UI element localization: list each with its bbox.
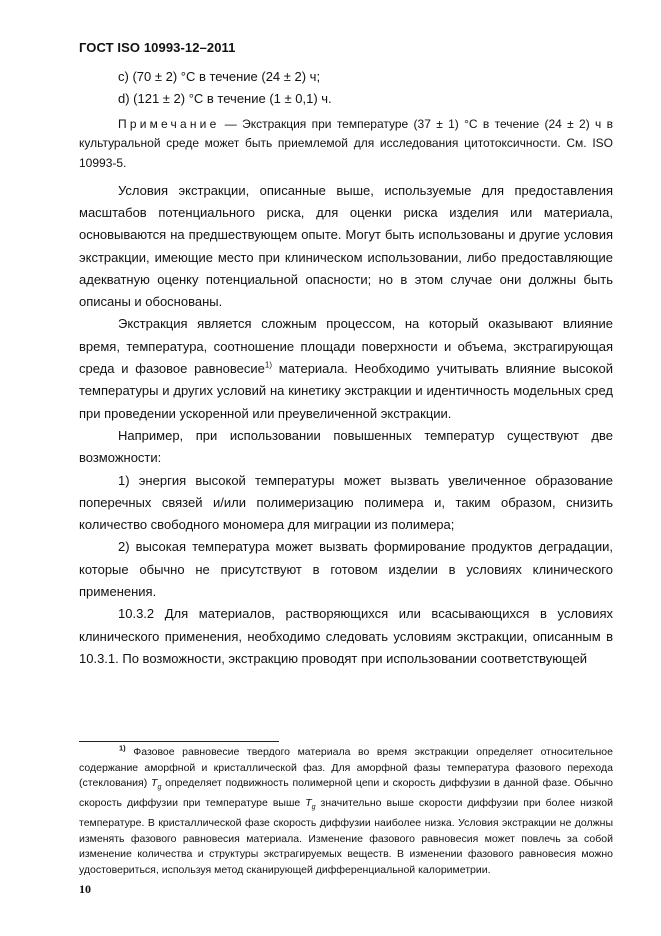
paragraph-extraction-conditions: Условия экстракции, описанные выше, используемые для предоставления масштабов потенциального риска, для оценки риска изделия или материала, основываются на предшествующем опыте. Могут быть использованы и другие условия экстракции, имеющие место при клиническом использовании, либо предоставляющие адекватную оценку потенциальной опасности; но в этом случае они должны быть описаны и обоснованы. [79,182,613,310]
paragraph-section-10-3-2: 10.3.2 Для материалов, растворяющихся или всасывающихся в условиях клинического применения, необходимо следовать условиям экстракции, описанным в 10.3.1. По возможности, экстракцию проводят при использовании соответствующей [79,606,613,666]
note-paragraph [79,115,613,174]
list-item-c: c) (70 ± 2) °C в течение (24 ± 2) ч; [118,69,321,84]
footnote-divider [79,741,279,742]
note-label: Примечание [118,116,220,131]
footnote-text: Фазовое равновесие твердого материала во время экстракции определяет относительное содержание аморфной и кристаллической фаз. Для аморфной фазы температура фазового перехода (стеклования) [79,746,613,790]
footnote-text: определяет подвижность полимерной цепи и скорость диффузии в данной фазе. Обычно скорость диффузии при температуре выше [79,777,613,810]
main-text [79,66,613,670]
paragraph-example: Например, при использовании повышенных температур существуют две возможности: [79,427,613,466]
tg-symbol: $T_g$ [305,797,316,812]
standard-header: ГОСТ ISO 10993-12–2011 [79,40,236,55]
footnote-marker: 1) [119,743,126,753]
page-number: 10 [79,882,91,896]
footnote-text: значительно выше скорости диффузии при более низкой температуре. В кристаллической фазе скорость диффузии наиболее низка. Условия экстракции не должны изменять фазового равновесия материала. Изменение фазового равновесия может повлечь за собой изменение количества и структуры экстрагируемых веществ. В изменении фазового равновесия можно удостовериться, используя метод сканирующей дифференциальной калориметрии. [79,797,613,877]
paragraph-extraction-process [79,313,613,424]
note-dash: — [219,116,243,131]
tg-symbol: $T_g$ [151,777,162,792]
footnote [79,745,613,879]
footnote-reference: 1) [264,360,272,370]
list-item-d: d) (121 ± 2) °C в течение (1 ± 0,1) ч. [118,91,332,107]
footnote-paragraph [79,745,613,879]
note-text: Экстракция при температуре (37 ± 1) °C в течение (24 ± 2) ч в культуральной среде может быть приемлемой для исследования цитотоксичности. См. ISO 10993-5. [79,116,614,170]
paragraph-possibility-1: 1) энергия высокой температуры может вызвать увеличенное образование поперечных связей и/или полимеризацию полимера и, таким образом, снизить количество свободного мономера для миграции из полимера; [79,472,613,533]
paragraph-text: Экстракция является сложным процессом, на который оказывают влияние время, температура, соотношение площади поверхности и объема, экстрагирующая среда и фазовое равновесие [79,316,613,377]
paragraph-text: материала. Необходимо учитывать влияние высокой температуры и других условий на кинетику экстракции и идентичность модельных сред при проведении ускоренной или преувеличенной экстракции. [79,361,613,421]
paragraph-possibility-2: 2) высокая температура может вызвать формирование продуктов деградации, которые обычно не присутствуют в готовом изделии в условиях клинического применения. [79,539,613,600]
